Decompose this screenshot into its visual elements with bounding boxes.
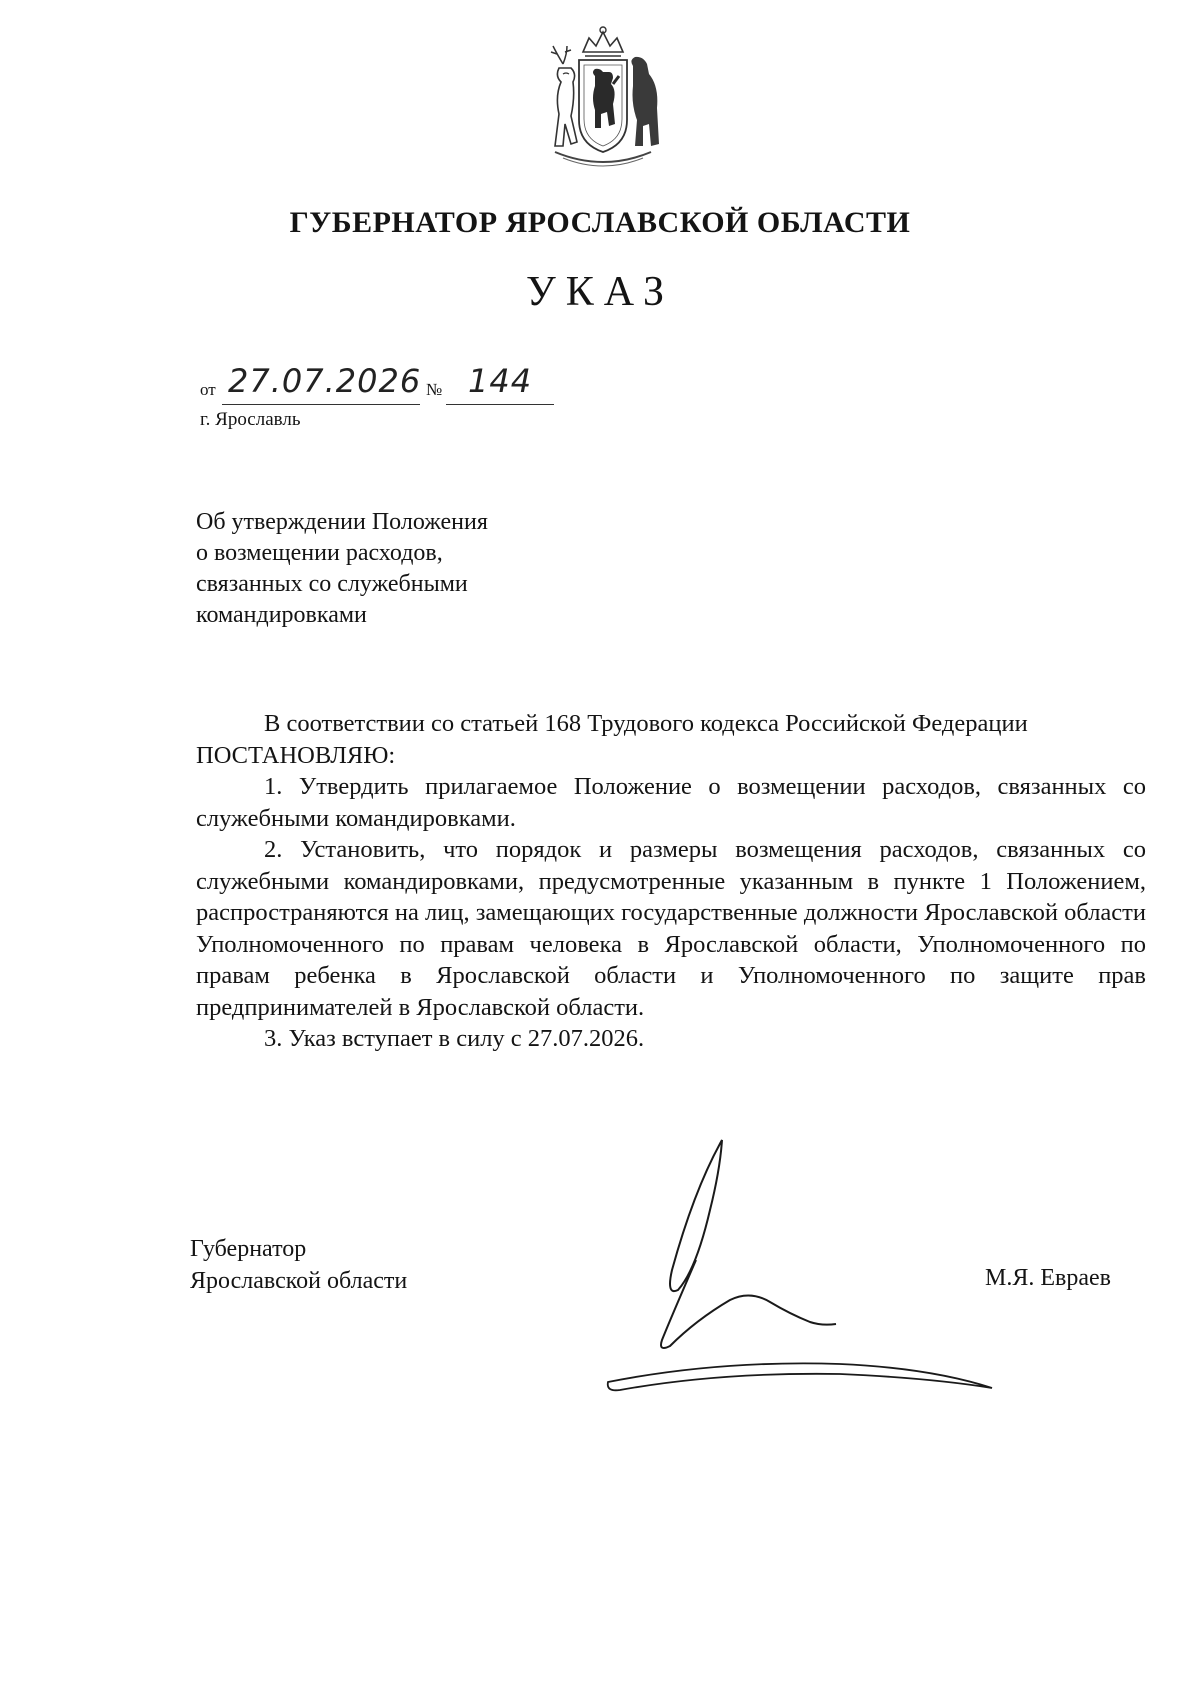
issuing-authority: ГУБЕРНАТОР ЯРОСЛАВСКОЙ ОБЛАСТИ [289,206,911,239]
coat-of-arms-icon [533,24,673,174]
date-number-line [200,362,600,412]
signatory-position-line: Губернатор [190,1236,307,1262]
clause-2: 2. Установить, что порядок и размеры возмещения расходов, связанных со служебными командировками, предусмотренные указанным в пункте 1 Положением, распространяются на лиц, замещающих государственные должности Ярославской области Уполномоченного по правам человека в Ярославской области, Уполномоченного по правам ребенка в Ярославской области и Уполномоченного по защите прав предпринимателей в Ярославской области. [196,836,1146,1021]
subject-line: связанных со служебными [196,571,468,597]
number-prefix: № [426,380,443,399]
handwritten-date: 27.07.2026 [228,362,422,400]
number-underline [446,404,554,405]
document-type: УКАЗ [525,269,675,315]
signatory-name: М.Я. Евраев [985,1265,1111,1291]
clause-3: 3. Указ вступает в силу с 27.07.2026. [264,1025,645,1052]
date-prefix: от [200,380,216,399]
subject-line: о возмещении расходов, [196,540,443,566]
preamble: В соответствии со статьей 168 Трудового кодекса Российской Федерации [264,710,1028,737]
handwritten-signature [600,1120,1040,1420]
resolution-word: ПОСТАНОВЛЯЮ: [196,741,396,769]
clause-1: 1. Утвердить прилагаемое Положение о возмещении расходов, связанных со служебными командировками. [196,773,1146,832]
signatory-position [190,1233,407,1297]
document-subject [196,507,616,631]
handwritten-number: 144 [468,362,533,400]
signatory-position-line: Ярославской области [190,1268,408,1294]
document-body [196,708,1146,1055]
subject-line: командировками [196,602,367,628]
subject-line: Об утверждении Положения [196,509,488,535]
date-underline [222,404,420,405]
city: г. Ярославль [200,409,301,430]
